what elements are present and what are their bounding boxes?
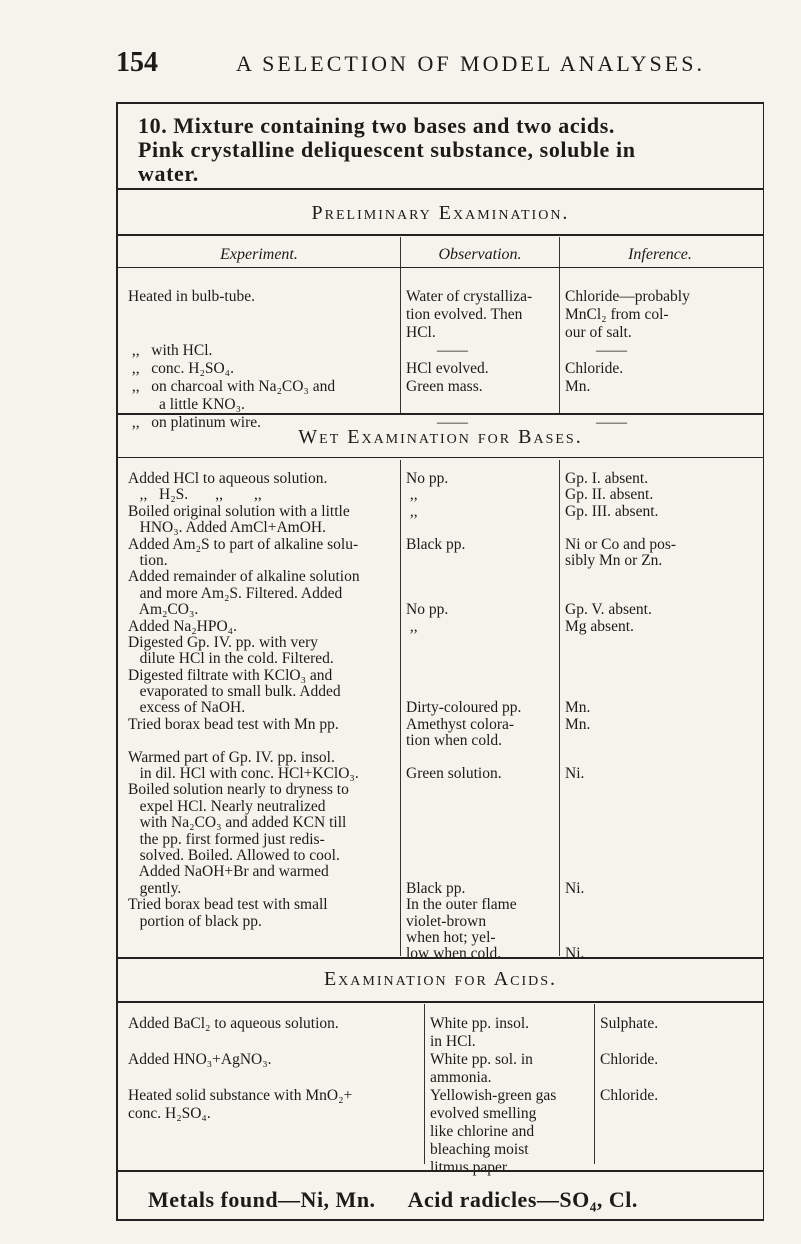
text-line: [406, 750, 558, 766]
text-line: portion of black pp.: [128, 912, 262, 930]
text-line: ,, H₂S. ,, ,,: [128, 486, 262, 504]
bases-inference-column: [565, 471, 755, 963]
analysis-box: [116, 102, 764, 1221]
text-line: [128, 324, 398, 342]
text-line: [600, 1033, 755, 1051]
text-line: Sulphate.: [600, 1015, 659, 1032]
column-rule: [594, 1004, 595, 1164]
text-line: Yellowish-green gas: [430, 1087, 557, 1104]
title-line: water.: [138, 161, 199, 186]
text-line: [406, 832, 558, 848]
text-line: conc. H₂SO₄.: [128, 1105, 211, 1122]
text-line: [406, 651, 558, 667]
text-line: low when cold.: [406, 945, 502, 963]
text-line: [565, 635, 755, 651]
text-line: Added BaCl₂ to aqueous solution.: [128, 1015, 339, 1032]
column-rule: [400, 460, 401, 956]
text-line: Mn.: [565, 715, 591, 733]
text-line: Heated in bulb-tube.: [128, 288, 255, 305]
text-line: Mg absent.: [565, 617, 634, 635]
text-line: [406, 799, 558, 815]
text-line: [565, 848, 755, 864]
text-line: tion evolved. Then: [406, 306, 523, 323]
acids-experiment-column: [128, 1015, 420, 1123]
text-line: sibly Mn or Zn.: [565, 551, 663, 569]
text-line: Ni.: [565, 945, 585, 963]
page-number: 154: [116, 47, 158, 78]
text-line: Chloride.: [565, 360, 624, 377]
preliminary-experiment-column: [128, 288, 398, 432]
text-line: bleaching moist: [430, 1141, 529, 1158]
column-rule: [559, 237, 560, 413]
text-line: [565, 668, 755, 684]
text-line: Am₂CO₃.: [128, 601, 199, 619]
text-line: [565, 930, 755, 946]
text-line: dilute HCl in the cold. Filtered.: [128, 650, 334, 668]
text-line: [128, 1069, 420, 1087]
text-line: our of salt.: [565, 324, 632, 341]
divider: [118, 413, 763, 415]
text-line: White pp. sol. in: [430, 1051, 533, 1068]
text-line: Boiled solution nearly to dryness to: [128, 781, 349, 799]
text-line: tion when cold.: [406, 732, 502, 750]
title-line: Pink crystalline deliquescent substance, soluble in: [138, 137, 636, 162]
column-rule: [424, 1004, 425, 1164]
text-line: Chloride.: [600, 1051, 659, 1068]
acids-heading: Examination for Acids.: [323, 968, 558, 990]
text-line: evaporated to small bulk. Added: [128, 683, 341, 701]
text-line: [406, 553, 558, 569]
text-line: ——: [565, 342, 627, 359]
text-line: Gp. V. absent.: [565, 601, 652, 619]
text-line: [565, 520, 755, 536]
text-line: [406, 520, 558, 536]
text-line: Warmed part of Gp. IV. pp. insol.: [128, 748, 335, 766]
text-line: Added Na₂HPO₄.: [128, 617, 237, 635]
divider: [118, 1001, 763, 1003]
text-line: ,,: [406, 502, 418, 520]
text-line: ,, with HCl.: [128, 342, 213, 359]
text-line: Green solution.: [406, 765, 502, 783]
text-line: ——: [406, 414, 468, 431]
text-line: [406, 396, 558, 414]
text-line: Added Am₂S to part of alkaline solu-: [128, 535, 359, 553]
preliminary-observation-column: [406, 288, 558, 432]
text-line: [406, 684, 558, 700]
text-line: [565, 586, 755, 602]
text-line: ,,: [406, 617, 418, 635]
acid-radicles: Acid radicles—SO₄, Cl.: [407, 1187, 638, 1212]
text-line: HCl evolved.: [406, 360, 489, 377]
text-line: [600, 1069, 755, 1087]
text-line: [565, 897, 755, 913]
text-line: No pp.: [406, 470, 449, 487]
text-line: when hot; yel-: [406, 928, 496, 946]
text-line: HNO₃. Added AmCl+AmOH.: [128, 519, 326, 537]
text-line: [565, 396, 755, 414]
text-line: [406, 848, 558, 864]
bases-heading: Wet Examination for Bases.: [298, 426, 583, 448]
text-line: Ni.: [565, 879, 585, 897]
text-line: [128, 1033, 420, 1051]
text-line: ,, conc. H₂SO₄.: [128, 360, 234, 377]
bases-experiment-column: [128, 471, 398, 930]
text-line: Ni or Co and pos-: [565, 535, 677, 553]
running-head: [116, 47, 781, 81]
text-line: [406, 782, 558, 798]
column-head-inference: Inference.: [628, 246, 692, 263]
text-line: Amethyst colora-: [406, 715, 515, 733]
text-line: expel HCl. Nearly neutralized: [128, 797, 326, 815]
title-line: 10. Mixture containing two bases and two acids.: [138, 113, 615, 138]
text-line: [128, 306, 398, 324]
text-line: MnCl₂ from col-: [565, 306, 669, 323]
text-line: No pp.: [406, 601, 449, 619]
text-line: gently.: [128, 879, 182, 897]
text-line: [406, 864, 558, 880]
column-rule: [400, 237, 401, 413]
text-line: [565, 914, 755, 930]
text-line: litmus paper.: [430, 1159, 511, 1176]
text-line: Green mass.: [406, 378, 483, 395]
acids-inference-column: [600, 1015, 755, 1105]
text-line: [565, 815, 755, 831]
text-line: [565, 651, 755, 667]
column-head-experiment: Experiment.: [220, 246, 298, 263]
text-line: Digested filtrate with KClO₃ and: [128, 666, 333, 684]
text-line: Black pp.: [406, 879, 466, 897]
column-head-observation: Observation.: [438, 246, 522, 263]
text-line: Chloride.: [600, 1087, 659, 1104]
text-line: [565, 569, 755, 585]
text-line: [406, 586, 558, 602]
analysis-title: [138, 114, 749, 186]
text-line: ,,: [406, 486, 418, 504]
text-line: solved. Boiled. Allowed to cool.: [128, 846, 340, 864]
text-line: [565, 864, 755, 880]
text-line: Tried borax bead test with small: [128, 896, 328, 914]
text-line: with Na₂CO₃ and added KCN till: [128, 814, 347, 832]
column-rule: [559, 460, 560, 956]
text-line: [565, 832, 755, 848]
text-line: White pp. insol.: [430, 1015, 530, 1032]
text-line: Water of crystalliza-: [406, 288, 533, 305]
text-line: [565, 782, 755, 798]
divider: [118, 188, 763, 190]
text-line: ,, on charcoal with Na₂CO₃ and: [128, 378, 336, 395]
text-line: [406, 635, 558, 651]
text-line: ——: [565, 414, 627, 431]
results-summary: [148, 1187, 743, 1213]
text-line: [406, 668, 558, 684]
text-line: ammonia.: [430, 1069, 492, 1086]
preliminary-heading: Preliminary Examination.: [311, 202, 570, 224]
text-line: Added HNO₃+AgNO₃.: [128, 1051, 272, 1068]
text-line: tion.: [128, 551, 168, 569]
text-line: Boiled original solution with a little: [128, 502, 350, 520]
divider: [118, 457, 763, 458]
text-line: Added HCl to aqueous solution.: [128, 470, 328, 487]
acids-observation-column: [430, 1015, 592, 1177]
text-line: [406, 815, 558, 831]
text-line: Mn.: [565, 699, 591, 717]
text-line: In the outer flame: [406, 896, 517, 914]
text-line: Gp. III. absent.: [565, 502, 659, 520]
text-line: [565, 684, 755, 700]
text-line: [406, 569, 558, 585]
text-line: in HCl.: [430, 1033, 476, 1050]
divider: [118, 1170, 763, 1172]
divider: [118, 234, 763, 236]
running-title: A SELECTION OF MODEL ANALYSES.: [236, 51, 705, 76]
text-line: [128, 733, 398, 749]
divider: [118, 957, 763, 959]
text-line: [565, 733, 755, 749]
bases-observation-column: [406, 471, 558, 963]
text-line: ——: [406, 342, 468, 359]
text-line: and more Am₂S. Filtered. Added: [128, 584, 343, 602]
text-line: Gp. II. absent.: [565, 486, 654, 504]
text-line: Added remainder of alkaline solution: [128, 568, 360, 586]
text-line: ,, on platinum wire.: [128, 414, 262, 431]
text-line: Digested Gp. IV. pp. with very: [128, 633, 318, 651]
preliminary-inference-column: [565, 288, 755, 432]
text-line: Heated solid substance with MnO₂+: [128, 1087, 353, 1104]
text-line: Ni.: [565, 765, 585, 783]
text-line: [565, 750, 755, 766]
text-line: Gp. I. absent.: [565, 470, 649, 487]
text-line: [565, 799, 755, 815]
text-line: a little KNO₃.: [128, 396, 245, 413]
text-line: violet-brown: [406, 912, 487, 930]
metals-found: Metals found—Ni, Mn.: [148, 1187, 376, 1212]
text-line: Mn.: [565, 378, 591, 395]
text-line: like chlorine and: [430, 1123, 535, 1140]
text-line: Chloride—probably: [565, 288, 690, 305]
text-line: excess of NaOH.: [128, 699, 246, 717]
text-line: Dirty-coloured pp.: [406, 699, 522, 717]
text-line: evolved smelling: [430, 1105, 537, 1122]
text-line: Tried borax bead test with Mn pp.: [128, 715, 339, 733]
text-line: Added NaOH+Br and warmed: [128, 863, 329, 881]
divider: [118, 267, 763, 268]
text-line: HCl.: [406, 324, 436, 341]
text-line: the pp. first formed just redis-: [128, 830, 325, 848]
text-line: in dil. HCl with conc. HCl+KClO₃.: [128, 765, 359, 783]
text-line: Black pp.: [406, 535, 466, 553]
